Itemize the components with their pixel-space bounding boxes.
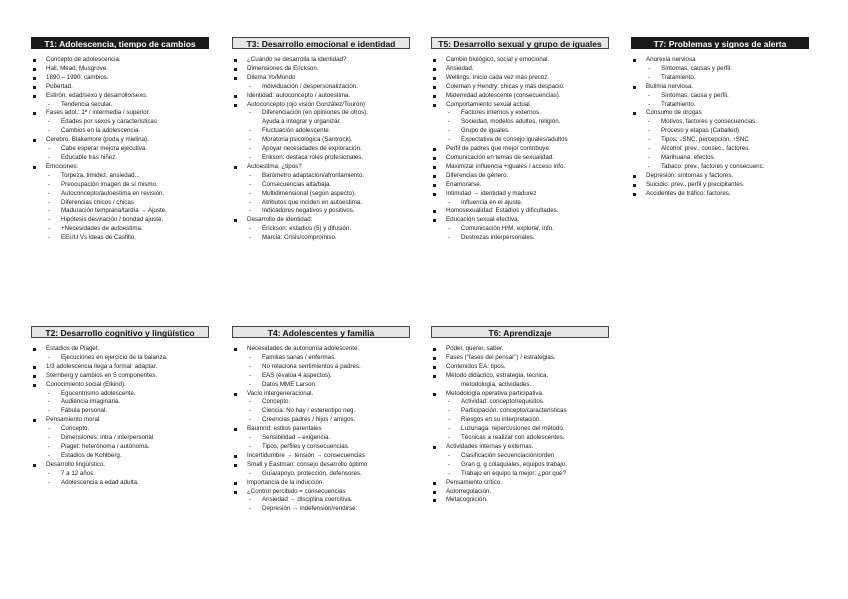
sub-bullet-item: - EAS (evalúa 4 aspectos). <box>232 372 410 381</box>
sub-bullet-item: - Comunicación H/M, explorar, info. <box>431 225 609 234</box>
sub-bullet-item: - Tratamiento. <box>631 74 809 83</box>
bullet-item: Hall, Mead, Musgrove. <box>31 65 209 74</box>
sub-bullet-item: - Consecuencias alta/baja. <box>232 181 410 190</box>
bullet-item: Desarrollo lingüístico. <box>31 461 209 470</box>
topic-list <box>431 56 609 243</box>
bullet-item: ¿Cuándo se desarrolla la identidad? <box>232 56 410 65</box>
sub-bullet-item: - Tendencia secular. <box>31 101 209 110</box>
sub-bullet-item: - No relaciona sentimientos a padres. <box>232 363 410 372</box>
bullet-item: Small y Eastman: consejo desarrollo óptimo <box>232 461 410 470</box>
bullet-item: Maternidad adolescente (consecuencias). <box>431 92 609 101</box>
bullet-item: Bulimia nerviosa. <box>631 83 809 92</box>
bullet-item: Wellings: Inicio cada vez más precoz. <box>431 74 609 83</box>
topic-title: T7: Problemas y signos de alerta <box>631 37 809 49</box>
continuation-line: Ayuda a integrar y organizar. <box>262 118 341 126</box>
sub-bullet-item: - Tratamiento. <box>631 101 809 110</box>
bullet-item: Suicidio: prev., perfil y precipitantes. <box>631 181 809 190</box>
topic-title: T5: Desarrollo sexual y grupo de iguales <box>431 37 609 49</box>
bullet-item: Fases adol.: 1ª / intermedia / superior. <box>31 109 209 118</box>
bullet-item: Cambio biológico, social y emocional. <box>431 56 609 65</box>
sub-bullet-item: - Marcia: Crisis/compromiso. <box>232 234 410 243</box>
sub-bullet-item: - Fábula personal. <box>31 407 209 416</box>
bullet-item: Consumo de drogas <box>631 109 809 118</box>
sub-bullet-item: - Tabaco: prev., factores y consecuenc. <box>631 163 809 172</box>
sub-bullet-item: - Atributos que inciden en autoestima. <box>232 199 410 208</box>
bullet-item: Estirón: edad/sexo y desarrollo/sexo. <box>31 92 209 101</box>
sub-bullet-item: - Estadios de Kohlberg. <box>31 452 209 461</box>
bullet-item: Perfil de padres que mejor contribuye. <box>431 145 609 154</box>
sub-bullet-item: - Preocupación imagen de sí mismo. <box>31 181 209 190</box>
sub-bullet-item: - Gran g, g colaquiales, equipos trabajo. <box>431 461 609 470</box>
sub-bullet-item: - Moratoria psicológica (Santrock). <box>232 136 410 145</box>
sub-bullet-item: - Erickson: estadios (5) y difusión. <box>232 225 410 234</box>
bullet-item: Metacognición. <box>431 496 609 505</box>
sub-bullet-item: - Sociedad, modelos adultos, religión. <box>431 118 609 127</box>
bullet-item: Fases ("fases del pensar") / estrategias. <box>431 354 609 363</box>
sub-bullet-item: - Maduración temprana/tardía → Ajuste. <box>31 207 209 216</box>
topic-title: T6: Aprendizaje <box>431 326 609 338</box>
sub-bullet-item: - Motivos, factores y consecuencias. <box>631 118 809 127</box>
sub-bullet-item: - Influencia en el ajuste. <box>431 199 609 208</box>
bullet-item: Necesidades de autonomía adolescente. <box>232 345 410 354</box>
sub-bullet-item: - Hipótesis desviación / bondad ajuste. <box>31 216 209 225</box>
topic-list <box>31 56 209 243</box>
topic-box-t2 <box>31 326 209 488</box>
topic-title: T3: Desarrollo emocional e identidad <box>232 37 410 49</box>
topic-list <box>631 56 809 199</box>
bullet-item: Autoconcepto (ojo visión González/Tourón) <box>232 101 410 110</box>
sub-bullet-item: - +Necesidades de autoestima. <box>31 225 209 234</box>
sub-bullet-item: - Concepto. <box>232 398 410 407</box>
topic-title: T1: Adolescencia, tiempo de cambios <box>31 37 209 49</box>
sub-bullet-item: - 7 a 12 años. <box>31 470 209 479</box>
bullet-item: Concepto de adolescencia. <box>31 56 209 65</box>
bullet-item: Comunicación en temas de sexualidad. <box>431 154 609 163</box>
topic-box-t4 <box>232 326 410 514</box>
topic-list <box>431 345 609 505</box>
sub-bullet-item: - Tipos: ↓SNC, percepción, ↑SNC <box>631 136 809 145</box>
bullet-item: Vacío intergeneracional. <box>232 390 410 399</box>
sub-bullet-item: - Fluctuación adolescente. <box>232 127 410 136</box>
sub-bullet-item: - Diferencias chicos / chicas <box>31 199 209 208</box>
bullet-item: Intimidad → identidad y madurez <box>431 190 609 199</box>
bullet-item: Diferencias de género. <box>431 172 609 181</box>
sub-bullet-item: - Edades por sexos y características <box>31 118 209 127</box>
sub-bullet-item: - Síntomas, causas y perfil. <box>631 65 809 74</box>
bullet-item: Actividades internas y externas. <box>431 443 609 452</box>
bullet-item: Conocimiento social (Elkind). <box>31 381 209 390</box>
bullet-item: Metodología operativa participativa. <box>431 390 609 399</box>
sub-bullet-item: - Factores internos y externos. <box>431 109 609 118</box>
bullet-item: Baumrid: estilos parentales <box>232 425 410 434</box>
sub-bullet-item: - Destrezas interpersonales. <box>431 234 609 243</box>
bullet-item: Coleman y Hendry: chicas y más despacio. <box>431 83 609 92</box>
bullet-item: Dimensiones de Erickson. <box>232 65 410 74</box>
sub-bullet-item: - EEUU Vs ideas de Castillo. <box>31 234 209 243</box>
sub-bullet-item: - Ciencia: No hay / estereotipo neg. <box>232 407 410 416</box>
bullet-item: Importancia de la inducción. <box>232 479 410 488</box>
sub-bullet-item: - Egocentrismo adolescente. <box>31 390 209 399</box>
bullet-item: 1/3 adolescencia llega a formal: adaptar. <box>31 363 209 372</box>
sub-bullet-item: - Cambios en la adolescencia. <box>31 127 209 136</box>
bullet-item: Accidentes de tráfico: factores. <box>631 190 809 199</box>
sub-bullet-item: - Dimensiones: intra / interpersonal <box>31 434 209 443</box>
sub-bullet-item: - Familias sanas / enfermas. <box>232 354 410 363</box>
bullet-item: Desarrollo de identidad: <box>232 216 410 225</box>
bullet-item: Incertidumbre → tensión → consecuencias <box>232 452 410 461</box>
bullet-item: Autoestima: ¿tipos? <box>232 163 410 172</box>
sub-bullet-item: - Trabajo en equipo la mejor: ¿por qué? <box>431 470 609 479</box>
sub-bullet-item: - Diferenciación (en opiniones de otros). <box>232 109 410 118</box>
bullet-item: Anorexia nerviosa <box>631 56 809 65</box>
bullet-item: Ansiedad. <box>431 65 609 74</box>
bullet-item: ¿Control percibido = consecuencias <box>232 488 410 497</box>
topic-box-t7 <box>631 37 809 199</box>
bullet-item: Identidad: autoconcepto / autoestima. <box>232 92 410 101</box>
sub-bullet-item: - Multidimensional (según aspecto). <box>232 190 410 199</box>
topic-box-t3 <box>232 37 410 243</box>
sub-bullet-item: - Luzuriaga: repercusiones del método. <box>431 425 609 434</box>
sub-bullet-item: - Riesgos en su interpretación. <box>431 416 609 425</box>
sub-bullet-item: - Piaget: heterónoma / autónoma. <box>31 443 209 452</box>
sub-bullet-item: - Marihuana: efectos. <box>631 154 809 163</box>
sub-bullet-item: - Participación: concepto/características <box>431 407 609 416</box>
sub-bullet-item: - Torpeza, timidez, ansiedad... <box>31 172 209 181</box>
sub-bullet-item: - Concepto. <box>31 425 209 434</box>
sub-bullet-item: - Actividad: concepto/requisitos. <box>431 398 609 407</box>
bullet-item: Método didáctico, estrategia, técnica, <box>431 372 609 381</box>
sub-bullet-item: - Autoconcepto/autoestima en revisión. <box>31 190 209 199</box>
sub-bullet-item: - Grupo de iguales. <box>431 127 609 136</box>
sub-bullet-item: - Sensibilidad – exigencia. <box>232 434 410 443</box>
bullet-item: Homosexualidad: Estadios y dificultades. <box>431 207 609 216</box>
topic-list <box>232 345 410 514</box>
sub-bullet-item: - Creencias padres / hijos / amigos. <box>232 416 410 425</box>
sub-bullet-item: - Individuación / despersonalización. <box>232 83 410 92</box>
sub-bullet-item: - Barómetro adaptación/afrontamiento. <box>232 172 410 181</box>
topic-list <box>232 56 410 243</box>
sub-bullet-item: - Ejecuciones en ejercicio de la balanza. <box>31 354 209 363</box>
bullet-item: Pensamiento moral: <box>31 416 209 425</box>
sub-bullet-item: - Indicadores negativos y positivos. <box>232 207 410 216</box>
topic-box-t1 <box>31 37 209 243</box>
sub-bullet-item: - Audiencia imaginaria. <box>31 398 209 407</box>
bullet-item: Maximizar influencia +iguales / acceso info. <box>431 163 609 172</box>
bullet-item: Autorregulación. <box>431 488 609 497</box>
bullet-item: Pubertad. <box>31 83 209 92</box>
sub-bullet-item: - Adolescencia a edad adulta. <box>31 479 209 488</box>
continuation-line: metodología, actividades. <box>461 380 532 388</box>
sub-bullet-item: - Síntomas, causa y perfil. <box>631 92 809 101</box>
topic-list <box>31 345 209 488</box>
bullet-item: Contenidos EA: tipos. <box>431 363 609 372</box>
sub-bullet-item: - Datos MME Larson. <box>232 381 410 390</box>
sub-bullet-item: - Alcohol: prev., consec., factores. <box>631 145 809 154</box>
bullet-item: Cerebro. Blakemore (poda y mielina). <box>31 136 209 145</box>
sub-bullet-item: - Ansiedad → disciplina coercitiva. <box>232 496 410 505</box>
topic-box-t6 <box>431 326 609 505</box>
bullet-item: Enamorarse. <box>431 181 609 190</box>
bullet-item: 1890 – 1990: cambios. <box>31 74 209 83</box>
topic-title: T2: Desarrollo cognitivo y lingüístico <box>31 326 209 338</box>
sub-bullet-item: - Clasificación secuenciación/orden <box>431 452 609 461</box>
bullet-item: Emociones: <box>31 163 209 172</box>
sub-bullet-item: - Guía/apoyo, protección, defensores. <box>232 470 410 479</box>
sub-bullet-item: - Erikson: destaca roles profesionales. <box>232 154 410 163</box>
topic-title: T4: Adolescentes y familia <box>232 326 410 338</box>
sub-bullet-item: - Tipos, perfiles y consecuencias. <box>232 443 410 452</box>
bullet-item: Dilema Yo/Mundo <box>232 74 410 83</box>
sub-bullet-item: - Cabe esperar mejora ejecutiva. <box>31 145 209 154</box>
sub-bullet-item: - Educable tras niñez. <box>31 154 209 163</box>
bullet-item: Poder, querer, saber. <box>431 345 609 354</box>
bullet-item: Estadios de Piaget. <box>31 345 209 354</box>
sub-bullet-item: - Expectativa de consejo iguales/adultos <box>431 136 609 145</box>
bullet-item: Educación sexual efectiva. <box>431 216 609 225</box>
sub-bullet-item: - Técnicas a realizar con adolescentes. <box>431 434 609 443</box>
sub-bullet-item: - Proceso y etapas (Caballed) <box>631 127 809 136</box>
topic-box-t5 <box>431 37 609 243</box>
bullet-item: Pensamiento crítico. <box>431 479 609 488</box>
bullet-item: Comportamiento sexual actual. <box>431 101 609 110</box>
bullet-item: Depresión: síntomas y factores. <box>631 172 809 181</box>
sub-bullet-item: - Depresión → indefensión/rendirse. <box>232 505 410 514</box>
sub-bullet-item: - Apoyar necesidades de exploración. <box>232 145 410 154</box>
bullet-item: Sternberg y cambios en 5 componentes. <box>31 372 209 381</box>
